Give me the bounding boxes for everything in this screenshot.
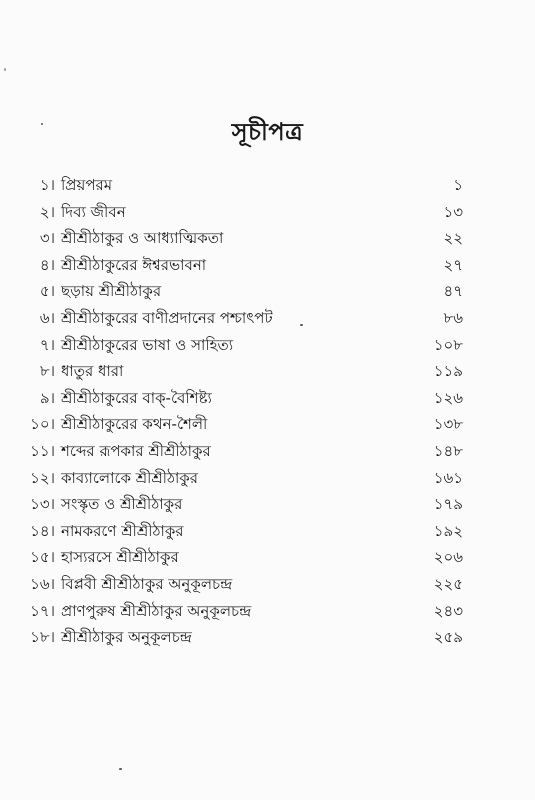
entry-page-number: ২২৫ [433, 574, 463, 593]
entry-number: ৭। [39, 335, 55, 354]
entry-number: ১৬। [30, 574, 55, 593]
entry-page-number: ১৩৮ [433, 415, 463, 434]
entry-number: ১৮। [30, 628, 55, 647]
entry-page-number: ১০৮ [433, 335, 463, 354]
toc-entry [0, 225, 535, 252]
toc-entry [0, 465, 535, 492]
entry-title: শ্রীশ্রীঠাকুরের বাণীপ্রদানের পশ্চাৎপট [61, 308, 273, 327]
entry-number: ১১। [30, 441, 55, 460]
entry-page-number: ৪৭ [443, 282, 463, 301]
entry-page-number: ১১৯ [433, 362, 463, 381]
toc-entry [0, 624, 535, 651]
entry-page-number: ২৪৩ [433, 601, 463, 620]
entry-number: ১৫। [30, 548, 55, 567]
entry-title: শ্রীশ্রীঠাকুরের ভাষা ও সাহিত্য [61, 335, 234, 354]
entry-number: ৩। [39, 229, 55, 248]
entry-number: ৬। [39, 308, 55, 327]
toc-entry [0, 518, 535, 545]
entry-title: বিপ্লবী শ্রীশ্রীঠাকুর অনুকূলচন্দ্র [61, 574, 233, 593]
entry-title: ছড়ায় শ্রীশ্রীঠাকুর [61, 282, 162, 301]
entry-page-number: ১২৬ [433, 388, 463, 407]
entry-page-number: ১৯২ [433, 521, 463, 540]
entry-title: নামকরণে শ্রীশ্রীঠাকুর [61, 521, 184, 540]
entry-number: ৪। [39, 255, 55, 274]
entry-title: শ্রীশ্রীঠাকুর অনুকূলচন্দ্র [61, 628, 192, 647]
table-of-contents [0, 172, 535, 651]
toc-entry [0, 199, 535, 226]
entry-page-number: ২০৬ [433, 548, 463, 567]
entry-number: ১। [39, 176, 55, 194]
paper-speck [119, 768, 122, 770]
entry-title: হাস্যরসে শ্রীশ্রীঠাকুর [61, 548, 179, 567]
entry-number: ৮। [39, 362, 55, 381]
entry-page-number: ২২ [443, 229, 463, 248]
entry-title: দিব্য জীবন [61, 202, 126, 221]
entry-title: প্রিয়পরম [61, 176, 113, 194]
toc-entry [0, 411, 535, 438]
entry-number: ১৪। [30, 521, 55, 540]
entry-page-number: ১৭৯ [433, 495, 463, 514]
page-title: সূচীপত্র [231, 118, 304, 146]
toc-entry [0, 544, 535, 571]
entry-number: ১৭। [30, 601, 55, 620]
entry-title: শ্রীশ্রীঠাকুরের কথন-শৈলী [61, 415, 208, 434]
entry-number: ১২। [30, 468, 55, 487]
entry-number: ৯। [39, 388, 55, 407]
paper-speck [41, 123, 43, 125]
toc-entry [0, 438, 535, 465]
paper-speck [4, 68, 6, 71]
toc-entry [0, 385, 535, 412]
entry-title: সংস্কৃত ও শ্রীশ্রীঠাকুর [61, 495, 183, 514]
toc-entry [0, 598, 535, 625]
toc-entry [0, 491, 535, 518]
entry-page-number: ৮৬ [443, 308, 463, 327]
entry-title: কাব্যালোকে শ্রীশ্রীঠাকুর [61, 468, 199, 487]
toc-entry [0, 278, 535, 305]
toc-entry [0, 358, 535, 385]
paper-speck [300, 324, 303, 326]
entry-title: শব্দের রূপকার শ্রীশ্রীঠাকুর [61, 441, 211, 460]
entry-number: ২। [39, 202, 55, 221]
entry-title: প্রাণপুরুষ শ্রীশ্রীঠাকুর অনুকূলচন্দ্র [61, 601, 252, 620]
entry-number: ৫। [39, 282, 55, 301]
entry-title: শ্রীশ্রীঠাকুরের ঈশ্বরভাবনা [61, 255, 207, 274]
entry-number: ১০। [30, 415, 55, 434]
toc-entry [0, 332, 535, 359]
entry-page-number: ১৩ [443, 202, 463, 221]
entry-page-number: ১৪৮ [433, 441, 463, 460]
entry-number: ১৩। [30, 495, 55, 514]
entry-page-number: ২৫৯ [433, 628, 463, 647]
entry-title: ধাতুর ধারা [61, 362, 124, 381]
entry-title: শ্রীশ্রীঠাকুরের বাক্-বৈশিষ্ট্য [61, 388, 212, 407]
toc-entry [0, 571, 535, 598]
entry-page-number: ১ [453, 176, 463, 194]
toc-entry [0, 252, 535, 279]
toc-entry [0, 172, 535, 199]
entry-title: শ্রীশ্রীঠাকুর ও আধ্যাত্মিকতা [61, 229, 224, 248]
entry-page-number: ২৭ [443, 255, 463, 274]
toc-entry [0, 305, 535, 332]
entry-page-number: ১৬১ [433, 468, 463, 487]
